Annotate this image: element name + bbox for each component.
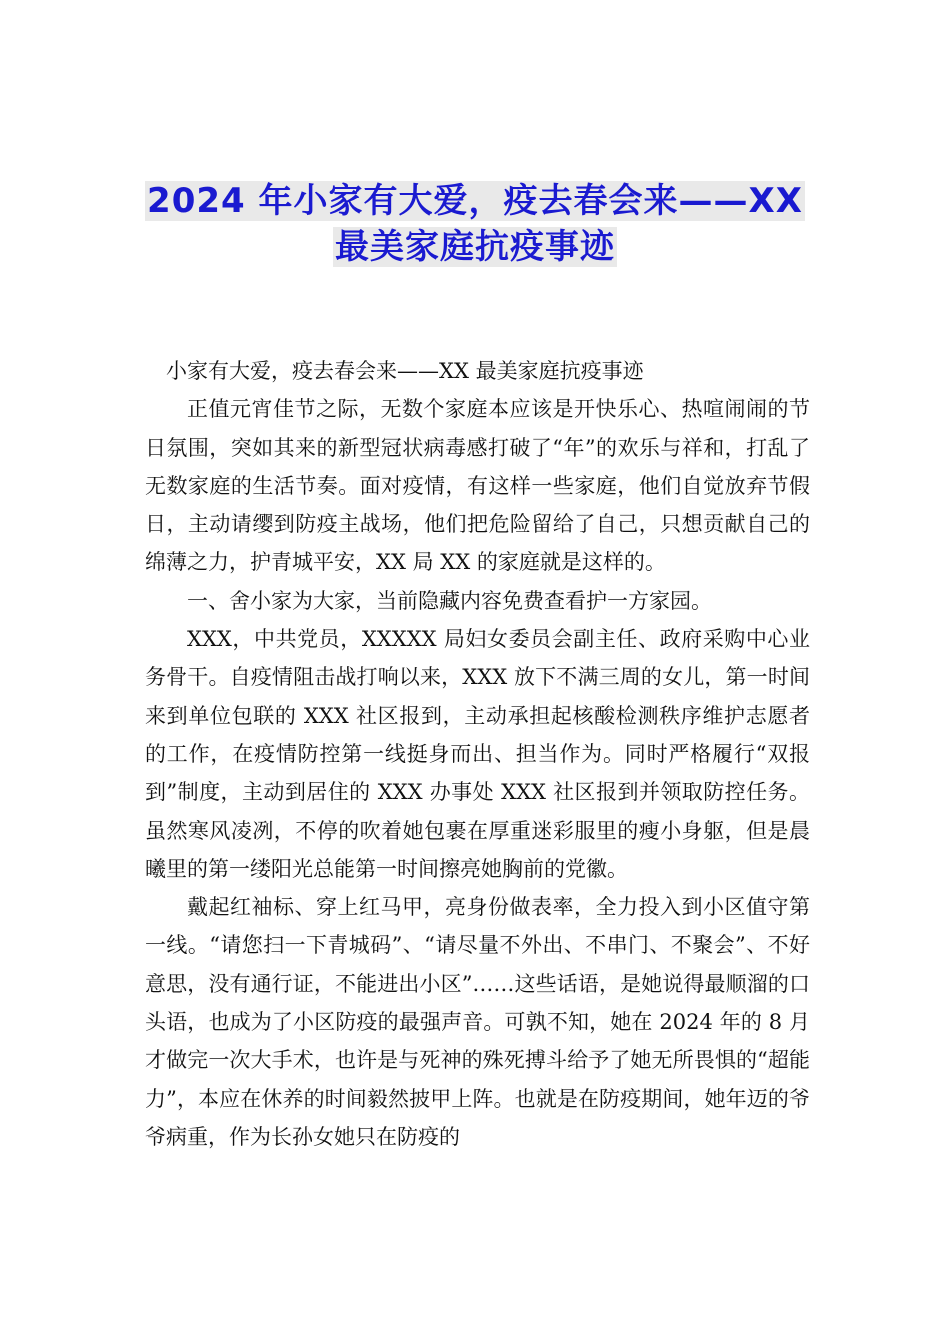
body-subtitle: 小家有大爱，疫去春会来——XX 最美家庭抗疫事迹: [166, 359, 644, 383]
body-paragraph: XXX，中共党员，XXXXX 局妇女委员会副主任、政府采购中心业务骨干。自疫情阻击战打响以来，XXX 放下不满三周的女儿，第一时间来到单位包联的 XXX 社区报到，主动承担起核酸检测秩序维护志愿者的工作，在疫情防控第一线挺身而出、担当作为。同时严格履行“双报到”制度，主动到居住的 XXX 办事处 XXX 社区报到并领取防控任务。虽然寒风凌冽，不停的吹着她包裹在厚重迷彩服里的瘦小身躯，但是晨曦里的第一缕阳光总能第一时间擦亮她胸前的党徽。: [145, 627, 810, 881]
section-heading: 一、舍小家为大家，当前隐藏内容免费查看护一方家园。: [187, 588, 712, 613]
body-paragraph: 正值元宵佳节之际，无数个家庭本应该是开快乐心、热喧闹闹的节日氛围，突如其来的新型冠状病毒感打破了“年”的欢乐与祥和，打乱了无数家庭的生活节奏。面对疫情，有这样一些家庭，他们自觉放弃节假日，主动请缨到防疫主战场，他们把危险留给了自己，只想贡献自己的绵薄之力，护青城平安，XX 局 XX 的家庭就是这样的。: [145, 397, 810, 575]
document-title: [100, 178, 850, 270]
body-paragraph: 戴起红袖标、穿上红马甲，亮身份做表率，全力投入到小区值守第一线。“请您扫一下青城码”、“请尽量不外出、不串门、不聚会”、不好意思，没有通行证，不能进出小区”……这些话语，是她说得最顺溜的口头语，也成为了小区防疫的最强声音。可孰不知，她在 2024 年的 8 月才做完一次大手术，也许是与死神的殊死搏斗给予了她无所畏惧的“超能力”，本应在休养的时间毅然披甲上阵。也就是在防疫期间，她年迈的爷爷病重，作为长孙女她只在防疫的: [145, 895, 810, 1149]
title-line-2: 最美家庭抗疫事迹: [335, 227, 615, 267]
document-body: [145, 352, 810, 1156]
title-line-1: 2024 年小家有大爱，疫去春会来——XX: [147, 181, 803, 221]
